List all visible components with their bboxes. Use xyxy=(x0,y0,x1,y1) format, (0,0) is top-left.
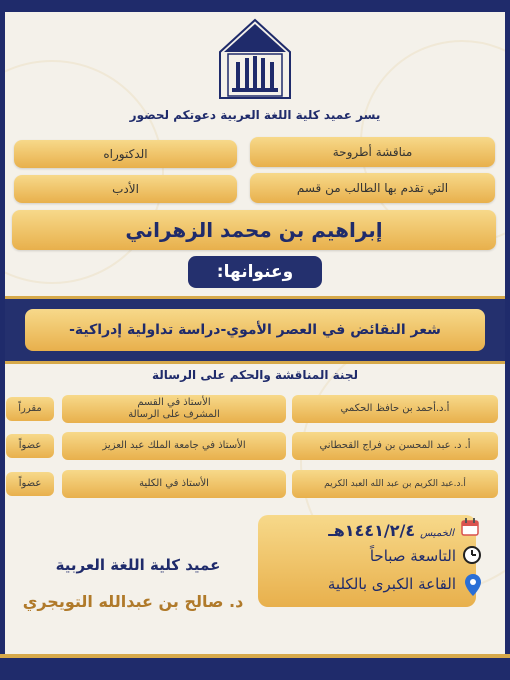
department-value: الأدب xyxy=(112,182,139,196)
clock-icon xyxy=(462,545,482,565)
committee-heading: لجنة المناقشة والحكم على الرسالة xyxy=(152,368,358,382)
title-label-pill xyxy=(188,256,322,288)
committee-member-role: عضواً xyxy=(6,434,54,458)
event-day: الخميس xyxy=(420,528,454,539)
thesis-title: شعر النقائض في العصر الأموي-دراسة تداولية إدراكية- xyxy=(69,322,441,338)
department-label-pill xyxy=(250,173,495,203)
dean-title: عميد كلية اللغة العربية xyxy=(55,556,221,574)
defense-label-pill xyxy=(250,137,495,167)
university-logo-icon xyxy=(218,18,292,100)
event-date-row xyxy=(328,521,454,540)
committee-member-position: الأستاذ في الكلية xyxy=(62,470,286,498)
committee-member-name: أ.د.أحمد بن حافظ الحكمي xyxy=(292,395,498,423)
department-pill xyxy=(14,175,237,203)
top-border xyxy=(0,0,510,12)
thesis-title-box xyxy=(25,309,485,351)
student-name-pill xyxy=(12,210,496,250)
calendar-icon xyxy=(460,517,480,537)
committee-member-role: مقرراً xyxy=(6,397,54,421)
committee-member-position: الأستاذ في جامعة الملك عبد العزيز xyxy=(62,432,286,460)
committee-member-name: أ.د.عبد الكريم بن عبد الله العبد الكريم xyxy=(292,470,498,498)
background-ornament xyxy=(0,60,164,284)
event-info-box xyxy=(258,515,476,607)
committee-member-position: الأستاذ في القسم المشرف على الرسالة xyxy=(62,395,286,423)
right-border xyxy=(505,0,510,680)
invitation-text: يسر عميد كلية اللغة العربية دعوتكم لحضور xyxy=(129,108,381,122)
location-pin-icon xyxy=(464,573,482,597)
committee-member-role: عضواً xyxy=(6,472,54,496)
department-label: التي تقدم بها الطالب من قسم xyxy=(296,181,449,195)
event-time: التاسعة صباحاً xyxy=(369,547,456,565)
dean-name: د. صالح بن عبدالله التويجري xyxy=(22,592,244,611)
degree-pill xyxy=(14,140,237,168)
defense-label: مناقشة أطروحة xyxy=(332,145,413,159)
thesis-title-band xyxy=(5,296,505,364)
committee-member-name: أ. د. عبد المحسن بن فراج القحطاني xyxy=(292,432,498,460)
title-label: وعنوانها: xyxy=(216,262,294,282)
degree-value: الدكتوراه xyxy=(103,147,148,161)
event-date: ١٤٤١/٢/٤هـ xyxy=(328,521,416,540)
bottom-border xyxy=(0,658,510,680)
event-location: القاعة الكبرى بالكلية xyxy=(327,575,456,593)
student-name: إبراهيم بن محمد الزهراني xyxy=(125,218,383,242)
